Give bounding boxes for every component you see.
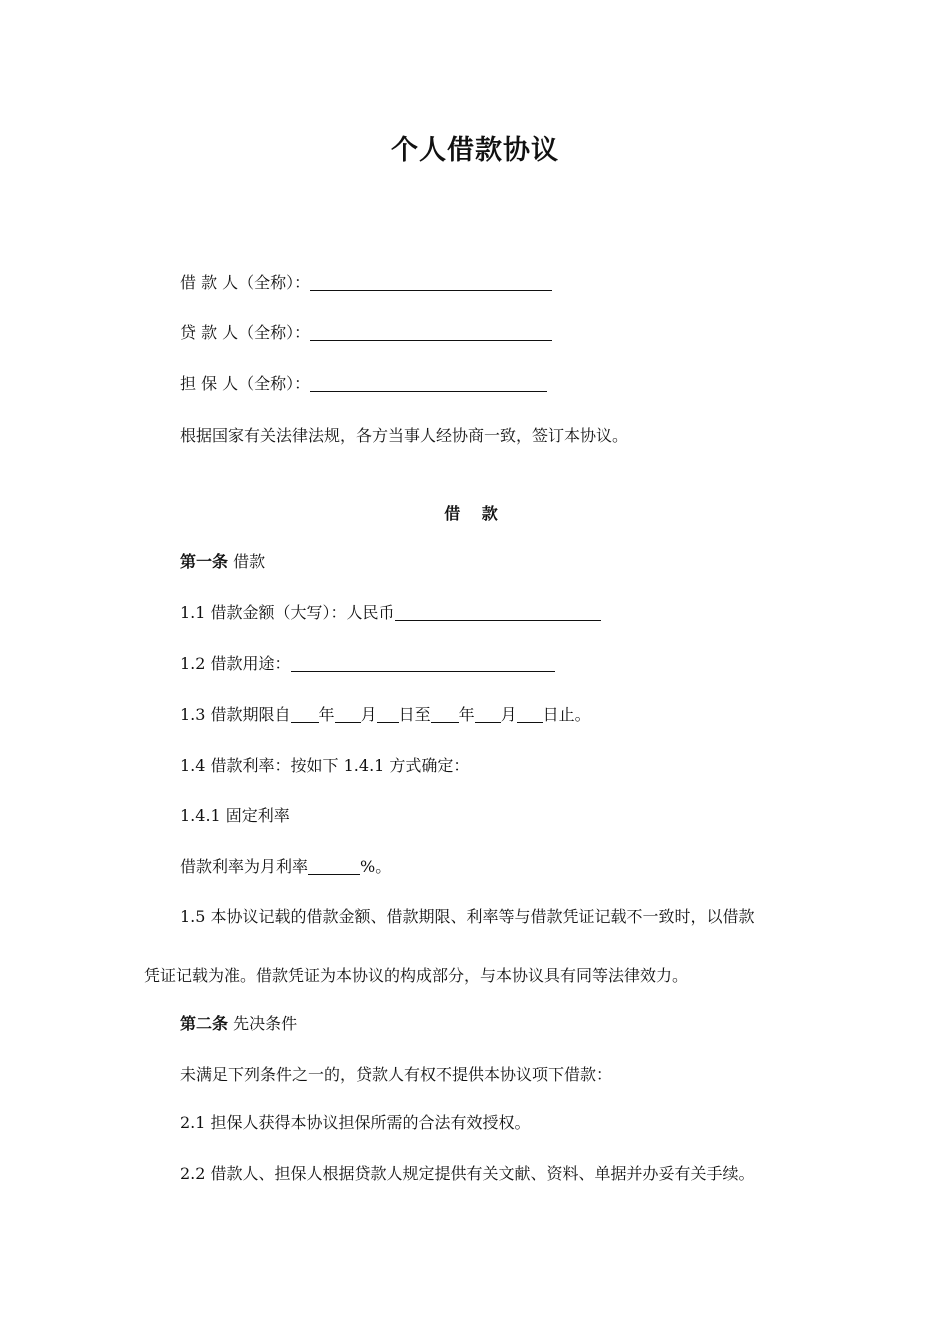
- day-end-label: 日止。: [542, 705, 591, 724]
- article1-number: 第一条: [180, 552, 229, 571]
- borrower-name-field[interactable]: [310, 274, 552, 291]
- article2-title: 先决条件: [233, 1014, 298, 1033]
- guarantor-name-field[interactable]: [310, 375, 547, 392]
- article2-heading-line: [180, 1013, 297, 1035]
- start-day-field[interactable]: [377, 706, 399, 723]
- lender-name-field[interactable]: [310, 324, 552, 341]
- item-1-1: [180, 602, 601, 624]
- end-month-field[interactable]: [475, 706, 501, 723]
- end-year-field[interactable]: [431, 706, 459, 723]
- section-heading: 借 款: [444, 504, 506, 523]
- document-title: 个人借款协议: [391, 135, 559, 166]
- item-1-4: 1.4 借款利率：按如下 1.4.1 方式确定：: [180, 756, 470, 775]
- item-1-2: [180, 653, 555, 675]
- start-year-field[interactable]: [291, 706, 319, 723]
- article1-title: 借款: [233, 552, 266, 571]
- guarantor-label: 担 保 人（全称）：: [180, 374, 311, 393]
- loan-amount-field[interactable]: [395, 604, 601, 621]
- rate-text: 借款利率为月利率: [180, 857, 309, 876]
- item-1-3: [180, 704, 591, 726]
- intro-paragraph: 根据国家有关法律法规，各方当事人经协商一致，签订本协议。: [180, 426, 629, 445]
- article1-heading-line: [180, 551, 265, 573]
- article2-number: 第二条: [180, 1014, 229, 1033]
- monthly-rate-field[interactable]: [308, 858, 360, 875]
- lender-label: 贷 款 人（全称）：: [180, 323, 311, 342]
- lender-line: [180, 322, 552, 344]
- guarantor-line: [180, 373, 547, 395]
- item-2-1: 2.1 担保人获得本协议担保所需的合法有效授权。: [180, 1113, 531, 1132]
- end-day-field[interactable]: [517, 706, 543, 723]
- item-1-1-text: 1.1 借款金额（大写）：人民币: [180, 603, 395, 622]
- item-1-5-line2: 凭证记载为准。借款凭证为本协议的构成部分，与本协议具有同等法律效力。: [144, 966, 689, 985]
- rate-line: [180, 856, 391, 878]
- year-label: 年: [318, 705, 335, 724]
- month2-label: 月: [500, 705, 517, 724]
- year2-label: 年: [458, 705, 475, 724]
- item-1-3-prefix: 1.3 借款期限自: [180, 705, 291, 724]
- article2-intro: 未满足下列条件之一的，贷款人有权不提供本协议项下借款：: [180, 1065, 613, 1084]
- loan-purpose-field[interactable]: [291, 655, 555, 672]
- item-1-4-1: 1.4.1 固定利率: [180, 806, 290, 825]
- item-2-2: 2.2 借款人、担保人根据贷款人规定提供有关文献、资料、单据并办妥有关手续。: [180, 1164, 755, 1183]
- day-to-label: 日至: [398, 705, 431, 724]
- rate-suffix: %。: [360, 857, 392, 876]
- item-1-2-text: 1.2 借款用途：: [180, 654, 291, 673]
- borrower-label: 借 款 人（全称）：: [180, 273, 311, 292]
- item-1-5-line1: 1.5 本协议记载的借款金额、借款期限、利率等与借款凭证记载不一致时，以借款: [180, 907, 755, 926]
- month-label: 月: [360, 705, 377, 724]
- start-month-field[interactable]: [335, 706, 361, 723]
- borrower-line: [180, 272, 552, 294]
